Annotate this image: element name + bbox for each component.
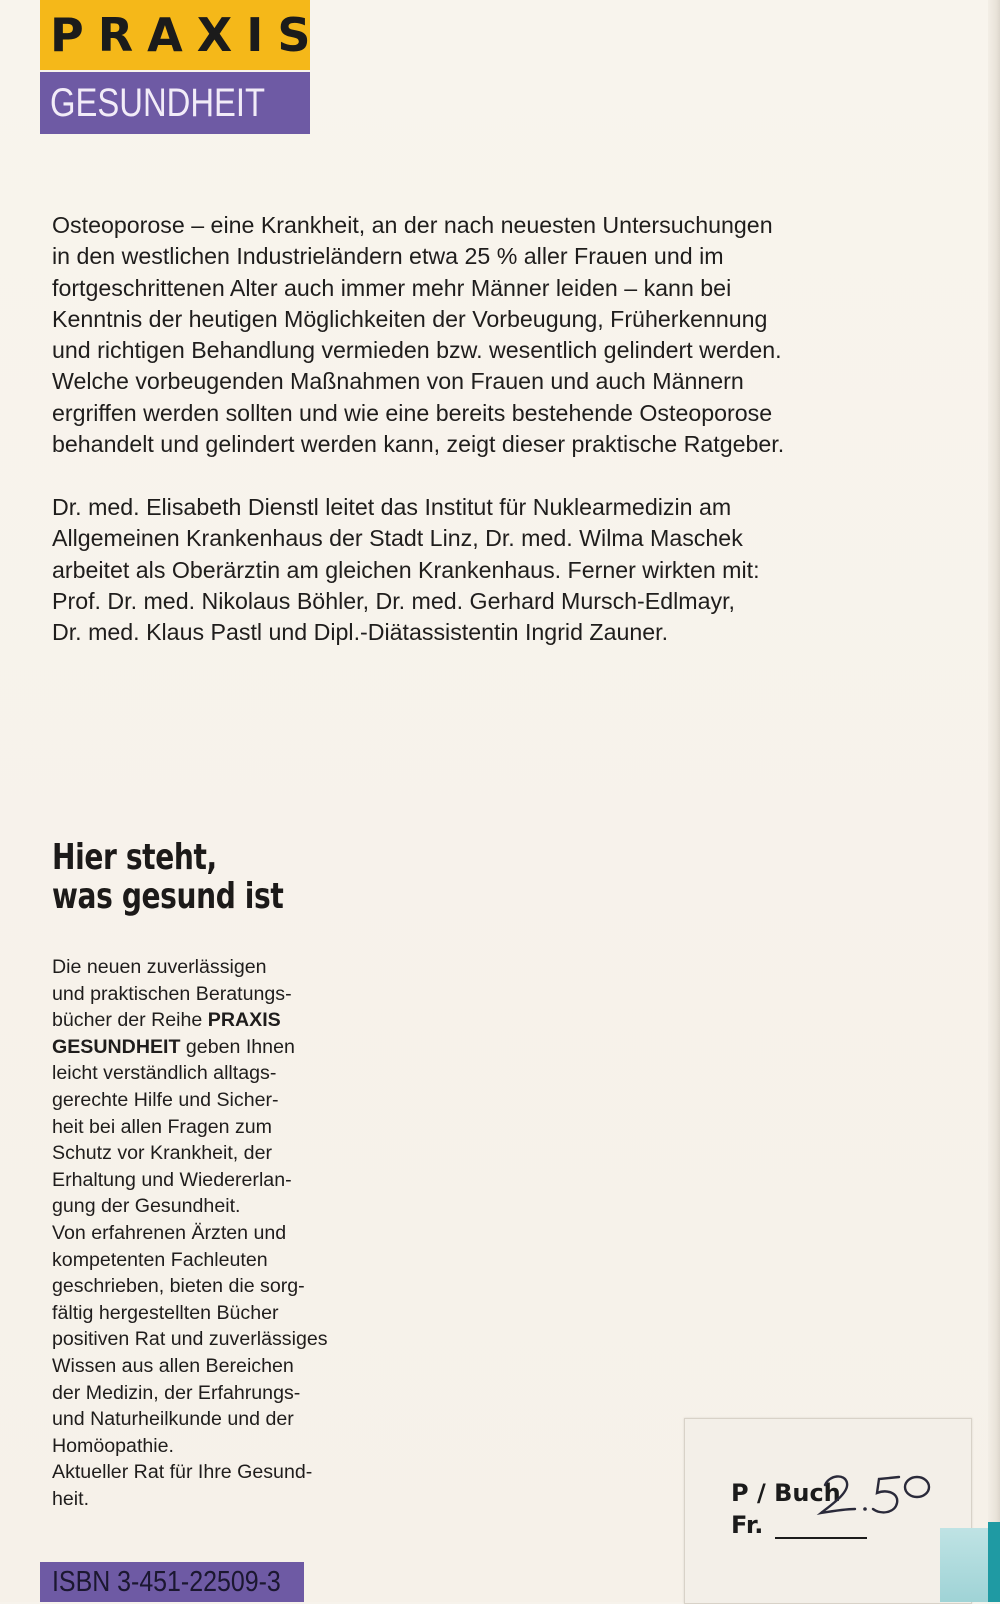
series-heading [52,838,364,916]
series-heading-line: was gesund ist [52,876,284,917]
series-description [52,954,382,1512]
series-line: heit bei allen Fragen zum [52,1115,273,1138]
sticker-currency: Fr. [731,1511,764,1539]
cover-spine-edge [988,1522,1000,1602]
sticker-price-line [775,1537,867,1539]
series-text-fragment: geben Ihnen [180,1035,295,1058]
description-line: fortgeschrittenen Alter auch immer mehr Männer leiden – kann bei [52,274,732,301]
series-line [52,1007,382,1034]
author-line: Prof. Dr. med. Nikolaus Böhler, Dr. med. Gerhard Mursch-Edlmayr, [52,587,735,614]
sticker-category: P / Buch [731,1479,841,1507]
series-line: gung der Gesundheit. [52,1195,241,1218]
cover-edge [988,0,1000,1602]
description-line: Osteoporose – eine Krankheit, an der nach neuesten Untersuchungen [52,212,773,238]
series-line: geschrieben, bieten die sorg- [52,1275,305,1298]
series-line: kompetenten Fachleuten [52,1248,268,1271]
description-line: Welche vorbeugenden Maßnahmen von Frauen und auch Männern [52,368,744,395]
author-line: Dr. med. Klaus Pastl und Dipl.-Diätassistentin Ingrid Zauner. [52,619,669,646]
series-line: Wissen aus allen Bereichen [52,1354,294,1377]
author-info [52,492,932,648]
series-line: heit. [52,1487,90,1510]
handwritten-price [803,1463,933,1523]
description-line: ergriffen werden sollten und wie eine bereits bestehende Osteoporose [52,399,773,426]
brand-top-text: PRAXIS [50,8,325,62]
brand-band-top [40,0,325,70]
series-line: der Medizin, der Erfahrungs- [52,1381,301,1404]
series-line: gerechte Hilfe und Sicher- [52,1088,279,1111]
price-sticker [684,1418,972,1604]
brand-band-bottom [40,72,310,134]
library-tag [940,1528,988,1602]
brand-bottom-text: GESUNDHEIT [50,81,266,125]
series-line: und Naturheilkunde und der [52,1408,294,1431]
series-line: Die neuen zuverlässigen [52,956,267,978]
series-line: und praktischen Beratungs- [52,982,292,1005]
series-line: Aktueller Rat für Ihre Gesund- [52,1461,313,1484]
description-line: in den westlichen Industrieländern etwa 25 % aller Frauen und im [52,243,724,270]
series-line: positiven Rat und zuverlässiges [52,1328,328,1351]
author-line: Allgemeinen Krankenhaus der Stadt Linz, Dr. med. Wilma Maschek [52,525,743,552]
series-text-fragment: bücher der Reihe [52,1009,208,1032]
series-line: Homöopathie. [52,1434,174,1457]
series-name-bold: GESUNDHEIT [52,1035,181,1058]
series-line: Von erfahrenen Ärzten und [52,1221,287,1244]
description-line: und richtigen Behandlung vermieden bzw. wesentlich gelindert werden. [52,337,782,364]
series-heading-line: Hier steht, [52,837,217,878]
isbn-number: ISBN 3-451-22509-3 [52,1565,281,1598]
description-line: Kenntnis der heutigen Möglichkeiten der Vorbeugung, Früherkennung [52,305,768,332]
book-description [52,210,932,460]
series-line: fältig hergestellten Bücher [52,1301,279,1324]
series-name-bold: PRAXIS [207,1009,281,1032]
series-line: Erhaltung und Wiedererlan- [52,1168,292,1191]
series-line: Schutz vor Krankheit, der [52,1142,272,1165]
series-line: leicht verständlich alltags- [52,1062,277,1085]
series-line [52,1034,382,1061]
author-line: Dr. med. Elisabeth Dienstl leitet das Institut für Nuklearmedizin am [52,494,732,520]
author-line: arbeitet als Oberärztin am gleichen Krankenhaus. Ferner wirkten mit: [52,556,760,583]
isbn-band [40,1562,304,1602]
description-line: behandelt und gelindert werden kann, zeigt dieser praktische Ratgeber. [52,431,785,458]
